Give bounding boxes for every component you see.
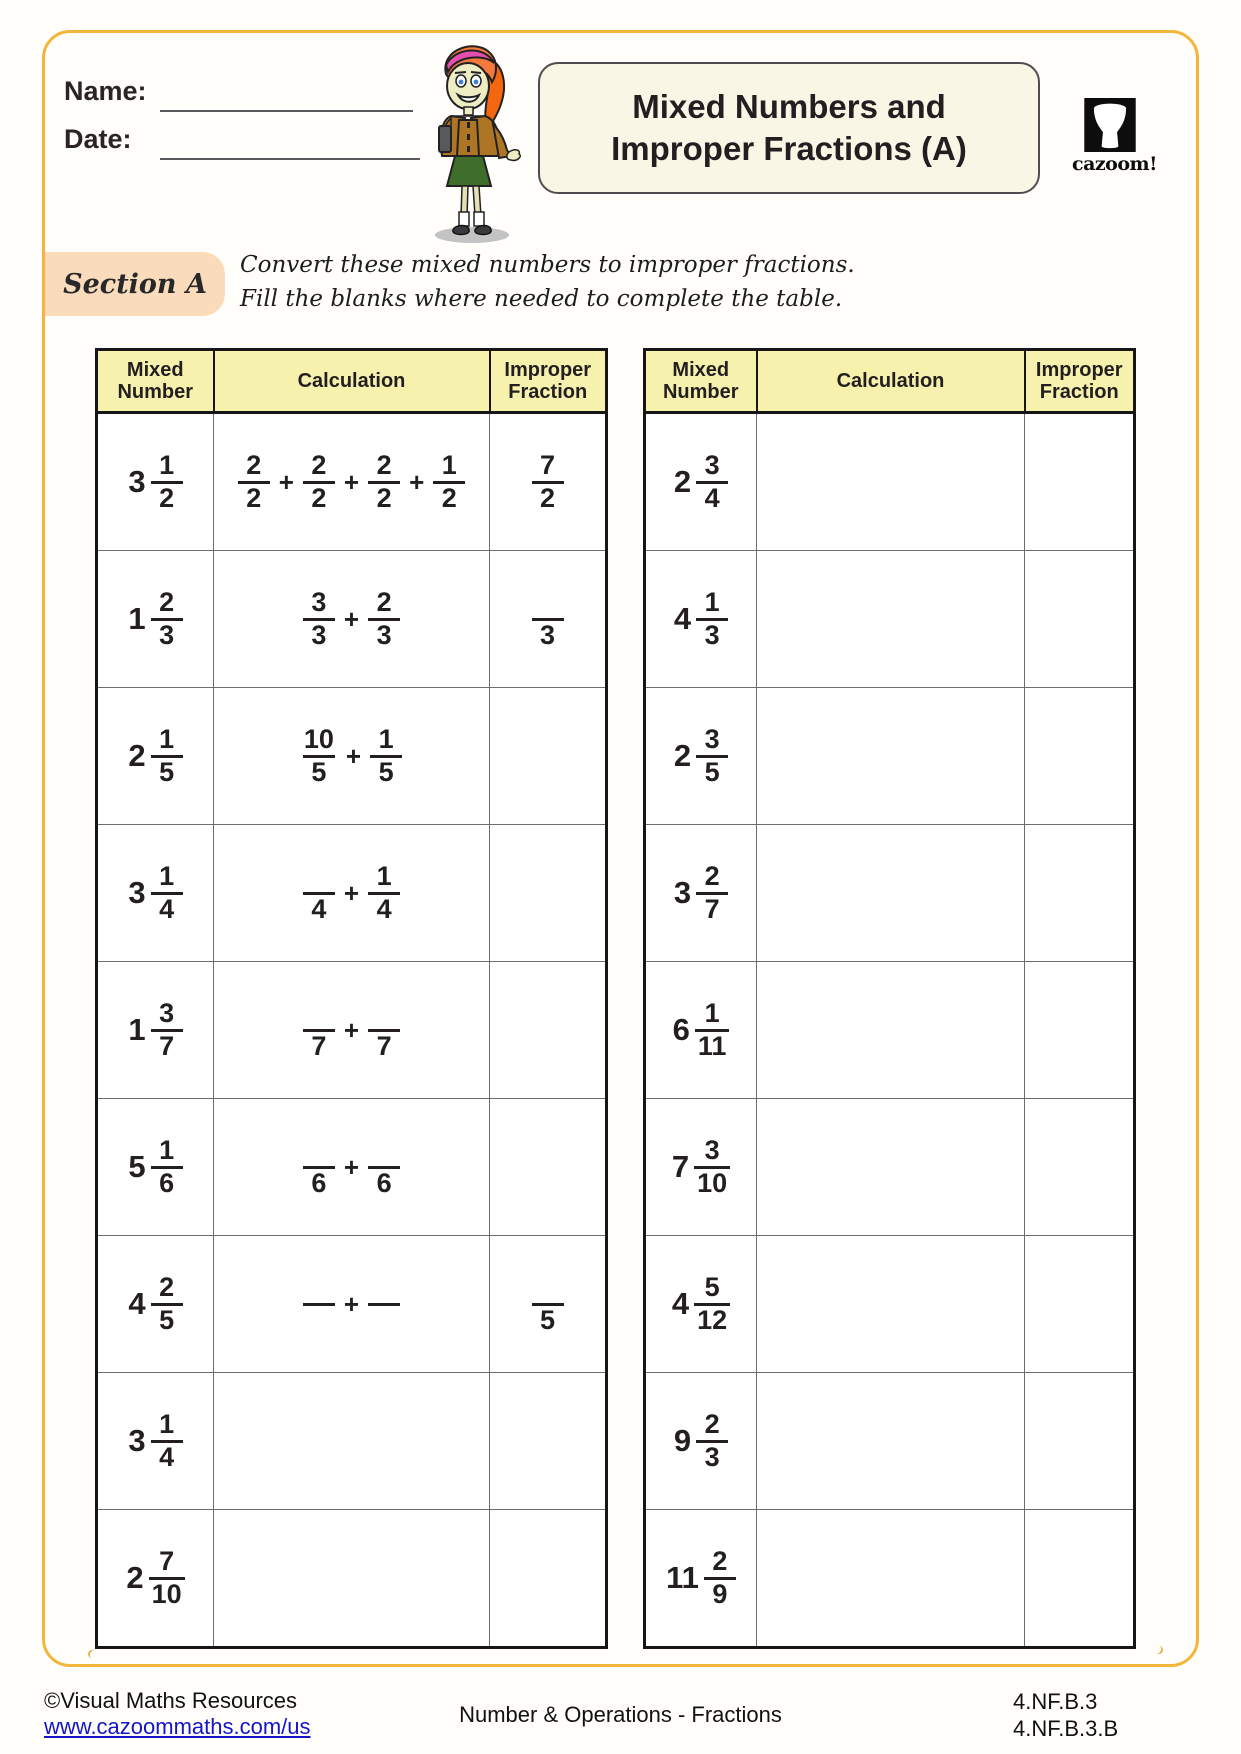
- fraction: $\frac{2}{2}$: [238, 451, 270, 514]
- whole-number: 2: [128, 738, 146, 773]
- date-label: Date:: [64, 124, 132, 154]
- worksheet-table-left: [95, 348, 608, 1649]
- fraction: $\frac{3}{3}$: [303, 588, 335, 651]
- fraction: $\frac{5}{12}$: [694, 1273, 730, 1336]
- whole-number: 2: [673, 464, 692, 499]
- name-label: Name:: [64, 76, 147, 106]
- mixed-number: [674, 588, 728, 651]
- whole-number: 11: [666, 1560, 699, 1595]
- table-row: [97, 962, 607, 1099]
- whole-number: 5: [128, 1149, 146, 1184]
- plus-sign: +: [343, 1288, 360, 1319]
- worksheet-title-box: [538, 62, 1040, 194]
- plus-sign: +: [343, 877, 360, 908]
- fraction: $\frac{2}{3}$: [151, 588, 183, 651]
- footer-standard-1: 4.NF.B.3: [1013, 1689, 1098, 1714]
- column-header-improper-fraction: Improper Fraction: [1025, 350, 1135, 413]
- mixed-number: [674, 862, 728, 925]
- fraction: $\frac{1}{3}$: [696, 588, 728, 651]
- footer-copyright: ©Visual Maths Resources: [44, 1688, 298, 1713]
- fraction: $\frac{7}{10}$: [149, 1547, 185, 1610]
- improper-fraction-cell: [490, 1373, 607, 1510]
- calculation-cell: [214, 413, 490, 551]
- calculation-cell: [214, 688, 490, 825]
- whole-number: 1: [128, 601, 146, 636]
- table-row: [97, 688, 607, 825]
- mixed-number: [674, 451, 728, 514]
- calculation-cell: [757, 962, 1025, 1099]
- whole-number: 4: [673, 601, 692, 636]
- table-row: [97, 1510, 607, 1648]
- improper-fraction-cell: [1025, 413, 1135, 551]
- mixed-number: [128, 725, 182, 788]
- fraction: 6: [368, 1136, 400, 1199]
- whole-number: 3: [128, 1423, 146, 1458]
- improper-fraction-cell: [490, 413, 607, 551]
- improper-fraction-cell: [1025, 688, 1135, 825]
- header-row: [645, 350, 1135, 413]
- fraction: $\frac{10}{5}$: [303, 724, 334, 787]
- fraction: $\frac{1}{4}$: [368, 862, 400, 925]
- improper-fraction-cell: [1025, 1099, 1135, 1236]
- mixed-number-cell: [97, 962, 214, 1099]
- calculation-cell: [757, 1099, 1025, 1236]
- table-row: [645, 1373, 1135, 1510]
- mixed-number-cell: [645, 688, 757, 825]
- table-row: [645, 688, 1135, 825]
- whole-number: 3: [673, 875, 692, 910]
- improper-fraction-cell: [1025, 1510, 1135, 1648]
- column-header-mixed-number: Mixed Number: [97, 350, 214, 413]
- fraction: $\frac{1}{5}$: [370, 725, 402, 788]
- mixed-number: [666, 1547, 736, 1610]
- footer-standard-2: 4.NF.B.3.B: [1013, 1716, 1119, 1741]
- student-illustration: [415, 34, 527, 246]
- footer-category: Number & Operations - Fractions: [459, 1702, 782, 1727]
- mixed-number-cell: [645, 1099, 757, 1236]
- fraction: $\frac{1}{2}$: [433, 451, 465, 514]
- fraction: $\frac{3}{10}$: [694, 1136, 730, 1199]
- improper-fraction-cell: [490, 1099, 607, 1236]
- table-row: [97, 1236, 607, 1373]
- fraction: $\frac{3}{4}$: [696, 451, 728, 514]
- column-header-improper-fraction: Improper Fraction: [490, 350, 607, 413]
- section-a-badge: [45, 252, 225, 316]
- whole-number: 3: [128, 464, 146, 499]
- mixed-number-cell: [645, 413, 757, 551]
- fraction: $\frac{1}{4}$: [151, 862, 183, 925]
- calculation-cell: [214, 551, 490, 688]
- mixed-number: [672, 1273, 730, 1336]
- fraction: $\frac{2}{2}$: [368, 451, 400, 514]
- improper-fraction-cell: [1025, 1236, 1135, 1373]
- mixed-number: [674, 1410, 728, 1473]
- mixed-number: [128, 451, 182, 514]
- mixed-number-cell: [645, 962, 757, 1099]
- mixed-number-cell: [645, 1236, 757, 1373]
- calculation-cell: [214, 1236, 490, 1373]
- fraction: $\frac{2}{9}$: [704, 1547, 736, 1610]
- header-row: [97, 350, 607, 413]
- plus-sign: +: [343, 466, 360, 497]
- column-header-mixed-number: Mixed Number: [645, 350, 757, 413]
- mixed-number: [128, 999, 182, 1062]
- fraction: $\frac{3}{5}$: [696, 725, 728, 788]
- table-row: [645, 962, 1135, 1099]
- fraction: [368, 1273, 400, 1336]
- fraction: $\frac{1}{2}$: [151, 451, 183, 514]
- mixed-number: [128, 1410, 182, 1473]
- mixed-number: [126, 1547, 184, 1610]
- improper-fraction-cell: [490, 825, 607, 962]
- whole-number: 7: [671, 1149, 690, 1184]
- calculation-cell: [757, 688, 1025, 825]
- column-header-calculation: Calculation: [214, 350, 490, 413]
- drum-icon: [1084, 98, 1136, 152]
- improper-fraction-cell: [1025, 825, 1135, 962]
- plus-sign: +: [409, 466, 425, 497]
- whole-number: 6: [672, 1012, 690, 1047]
- improper-fraction-cell: [490, 1510, 607, 1648]
- mixed-number-cell: [97, 825, 214, 962]
- calculation-cell: [214, 1373, 490, 1510]
- mixed-number-cell: [97, 1236, 214, 1373]
- plus-sign: +: [278, 466, 294, 497]
- improper-fraction-cell: [490, 962, 607, 1099]
- plus-sign: +: [345, 740, 362, 771]
- calculation-cell: [214, 825, 490, 962]
- date-field-line: [160, 126, 420, 160]
- instruction-line1: Convert these mixed numbers to improper fractions.: [240, 252, 855, 278]
- calculation-cell: [214, 1099, 490, 1236]
- calculation-cell: [757, 551, 1025, 688]
- fraction: $\frac{1}{11}$: [695, 999, 730, 1062]
- mixed-number: [128, 862, 182, 925]
- plus-sign: +: [343, 1151, 360, 1182]
- calculation-cell: [757, 825, 1025, 962]
- table-row: [645, 1236, 1135, 1373]
- calculation-cell: [757, 413, 1025, 551]
- worksheet-title-line1: Mixed Numbers and: [632, 87, 946, 125]
- name-field-line: [160, 78, 413, 112]
- whole-number: 4: [128, 1286, 146, 1321]
- calculation-cell: [214, 962, 490, 1099]
- mixed-number-cell: [645, 551, 757, 688]
- improper-fraction-cell: [1025, 551, 1135, 688]
- fraction: $\frac{2}{5}$: [151, 1273, 183, 1336]
- calculation-cell: [757, 1373, 1025, 1510]
- mixed-number: [674, 725, 728, 788]
- whole-number: 1: [128, 1012, 146, 1047]
- mixed-number-cell: [645, 825, 757, 962]
- table-row: [645, 1510, 1135, 1648]
- table-row: [645, 413, 1135, 551]
- mixed-number-cell: [645, 1510, 757, 1648]
- fraction: 7: [303, 999, 335, 1062]
- fraction: $\frac{1}{6}$: [151, 1136, 183, 1199]
- mixed-number: [673, 999, 730, 1062]
- table-row: [645, 551, 1135, 688]
- improper-fraction-cell: [1025, 1373, 1135, 1510]
- whole-number: 3: [128, 875, 146, 910]
- fraction: 4: [303, 862, 335, 925]
- table-row: [97, 1373, 607, 1510]
- table-row: [97, 551, 607, 688]
- whole-number: 9: [673, 1423, 692, 1458]
- plus-sign: +: [343, 603, 360, 634]
- mixed-number-cell: [97, 551, 214, 688]
- mixed-number-cell: [645, 1373, 757, 1510]
- instruction-line2: Fill the blanks where needed to complete the table.: [240, 286, 843, 312]
- column-header-calculation: Calculation: [757, 350, 1025, 413]
- fraction: $\frac{7}{2}$: [532, 451, 564, 514]
- whole-number: 2: [126, 1560, 144, 1595]
- whole-number: 4: [671, 1286, 690, 1321]
- calculation-cell: [757, 1236, 1025, 1373]
- mixed-number-cell: [97, 413, 214, 551]
- table-row: [97, 825, 607, 962]
- improper-fraction-cell: [1025, 962, 1135, 1099]
- mixed-number: [128, 1136, 182, 1199]
- whole-number: 2: [673, 738, 692, 773]
- improper-fraction-cell: [490, 1236, 607, 1373]
- fraction: [303, 1273, 335, 1336]
- mixed-number-cell: [97, 688, 214, 825]
- cazoom-logo: [1072, 98, 1157, 175]
- table-row: [645, 825, 1135, 962]
- mixed-number-cell: [97, 1510, 214, 1648]
- logo-wordmark: cazoom!: [1072, 153, 1157, 175]
- fraction: $\frac{2}{7}$: [696, 862, 728, 925]
- worksheet-title-line2: Improper Fractions (A): [611, 130, 967, 167]
- fraction: 3: [532, 588, 564, 651]
- table-row: [97, 413, 607, 551]
- mixed-number: [128, 588, 182, 651]
- table-row: [97, 1099, 607, 1236]
- fraction: $\frac{1}{4}$: [151, 1410, 183, 1473]
- fraction: 5: [532, 1273, 564, 1336]
- fraction: $\frac{2}{3}$: [696, 1410, 728, 1473]
- mixed-number-cell: [97, 1373, 214, 1510]
- fraction: 7: [368, 999, 400, 1062]
- plus-sign: +: [343, 1014, 360, 1045]
- mixed-number-cell: [97, 1099, 214, 1236]
- fraction: $\frac{1}{5}$: [151, 725, 183, 788]
- mixed-number: [672, 1136, 730, 1199]
- calculation-cell: [757, 1510, 1025, 1648]
- worksheet-table-right: [643, 348, 1136, 1649]
- mixed-number: [128, 1273, 182, 1336]
- section-a-label: Section A: [63, 268, 207, 300]
- improper-fraction-cell: [490, 688, 607, 825]
- table-row: [645, 1099, 1135, 1236]
- improper-fraction-cell: [490, 551, 607, 688]
- fraction: $\frac{2}{3}$: [368, 588, 400, 651]
- fraction: $\frac{2}{2}$: [303, 451, 335, 514]
- calculation-cell: [214, 1510, 490, 1648]
- fraction: $\frac{3}{7}$: [151, 999, 183, 1062]
- fraction: 6: [303, 1136, 335, 1199]
- footer-website-link[interactable]: www.cazoommaths.com/us: [44, 1714, 311, 1739]
